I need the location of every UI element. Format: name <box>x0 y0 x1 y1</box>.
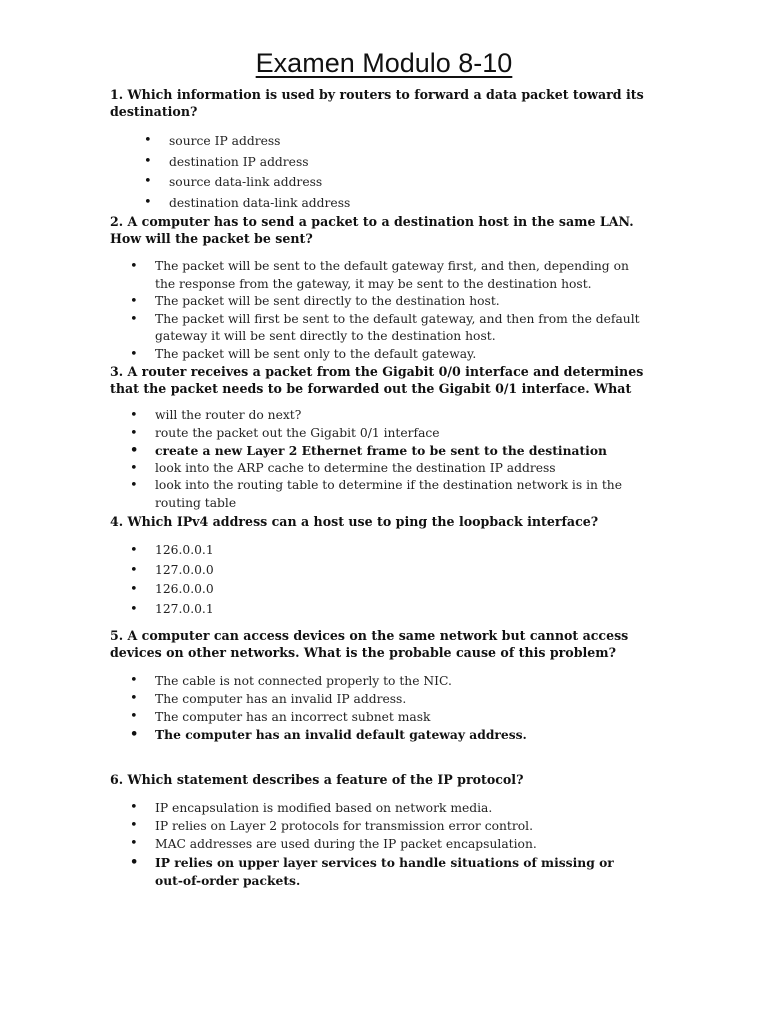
question-6: 6. Which statement describes a feature of the IP protocol? <box>110 772 524 787</box>
option: • The computer has an invalid IP address. <box>130 690 527 708</box>
question-3: 3. A router receives a packet from the Gigabit 0/0 interface and determines that the packet needs to be forwarded out the Gigabit 0/1 interface. What <box>110 364 644 396</box>
question-2-options <box>130 258 650 363</box>
option: • source IP address <box>144 131 350 152</box>
option: • destination data-link address <box>144 193 350 214</box>
option: • MAC addresses are used during the IP packet encapsulation. <box>130 835 640 853</box>
option-correct: • IP relies on upper layer services to handle situations of missing or out-of-order packets. <box>130 854 640 890</box>
option: • IP encapsulation is modified based on network media. <box>130 799 640 817</box>
option: • 126.0.0.0 <box>130 580 214 600</box>
option: • will the router do next? <box>130 407 630 425</box>
option: • The packet will first be sent to the default gateway, and then from the default gateway it will be sent directly to the destination host. <box>130 311 650 346</box>
option-correct: • The computer has an invalid default gateway address. <box>130 726 527 744</box>
option: • source data-link address <box>144 172 350 193</box>
question-1-options <box>144 131 350 213</box>
question-4: 4. Which IPv4 address can a host use to ping the loopback interface? <box>110 514 599 529</box>
option: • look into the routing table to determine if the destination network is in the routing table <box>130 477 630 512</box>
option: • IP relies on Layer 2 protocols for transmission error control. <box>130 817 640 835</box>
page-title: Examen Modulo 8-10 <box>255 48 513 78</box>
option: • destination IP address <box>144 152 350 173</box>
option: • The cable is not connected properly to the NIC. <box>130 672 527 690</box>
option: • route the packet out the Gigabit 0/1 interface <box>130 425 630 443</box>
option: • 127.0.0.1 <box>130 600 214 620</box>
option: • The packet will be sent only to the default gateway. <box>130 346 650 364</box>
question-6-options <box>130 799 640 890</box>
question-2: 2. A computer has to send a packet to a destination host in the same LAN. How will the packet be sent? <box>110 214 634 246</box>
question-1: 1. Which information is used by routers to forward a data packet toward its destination? <box>110 87 644 119</box>
option: • The packet will be sent to the default gateway first, and then, depending on the response from the gateway, it may be sent to the destination host. <box>130 258 650 293</box>
question-5: 5. A computer can access devices on the same network but cannot access devices on other networks. What is the probable cause of this problem? <box>110 628 629 660</box>
option: • 127.0.0.0 <box>130 561 214 581</box>
question-4-options <box>130 541 214 620</box>
option: • The computer has an incorrect subnet mask <box>130 708 527 726</box>
option-correct: • create a new Layer 2 Ethernet frame to be sent to the destination <box>130 442 630 460</box>
question-5-options <box>130 672 527 744</box>
option: • 126.0.0.1 <box>130 541 214 561</box>
question-3-options <box>130 407 630 513</box>
option: • look into the ARP cache to determine the destination IP address <box>130 460 630 478</box>
option: • The packet will be sent directly to the destination host. <box>130 293 650 311</box>
